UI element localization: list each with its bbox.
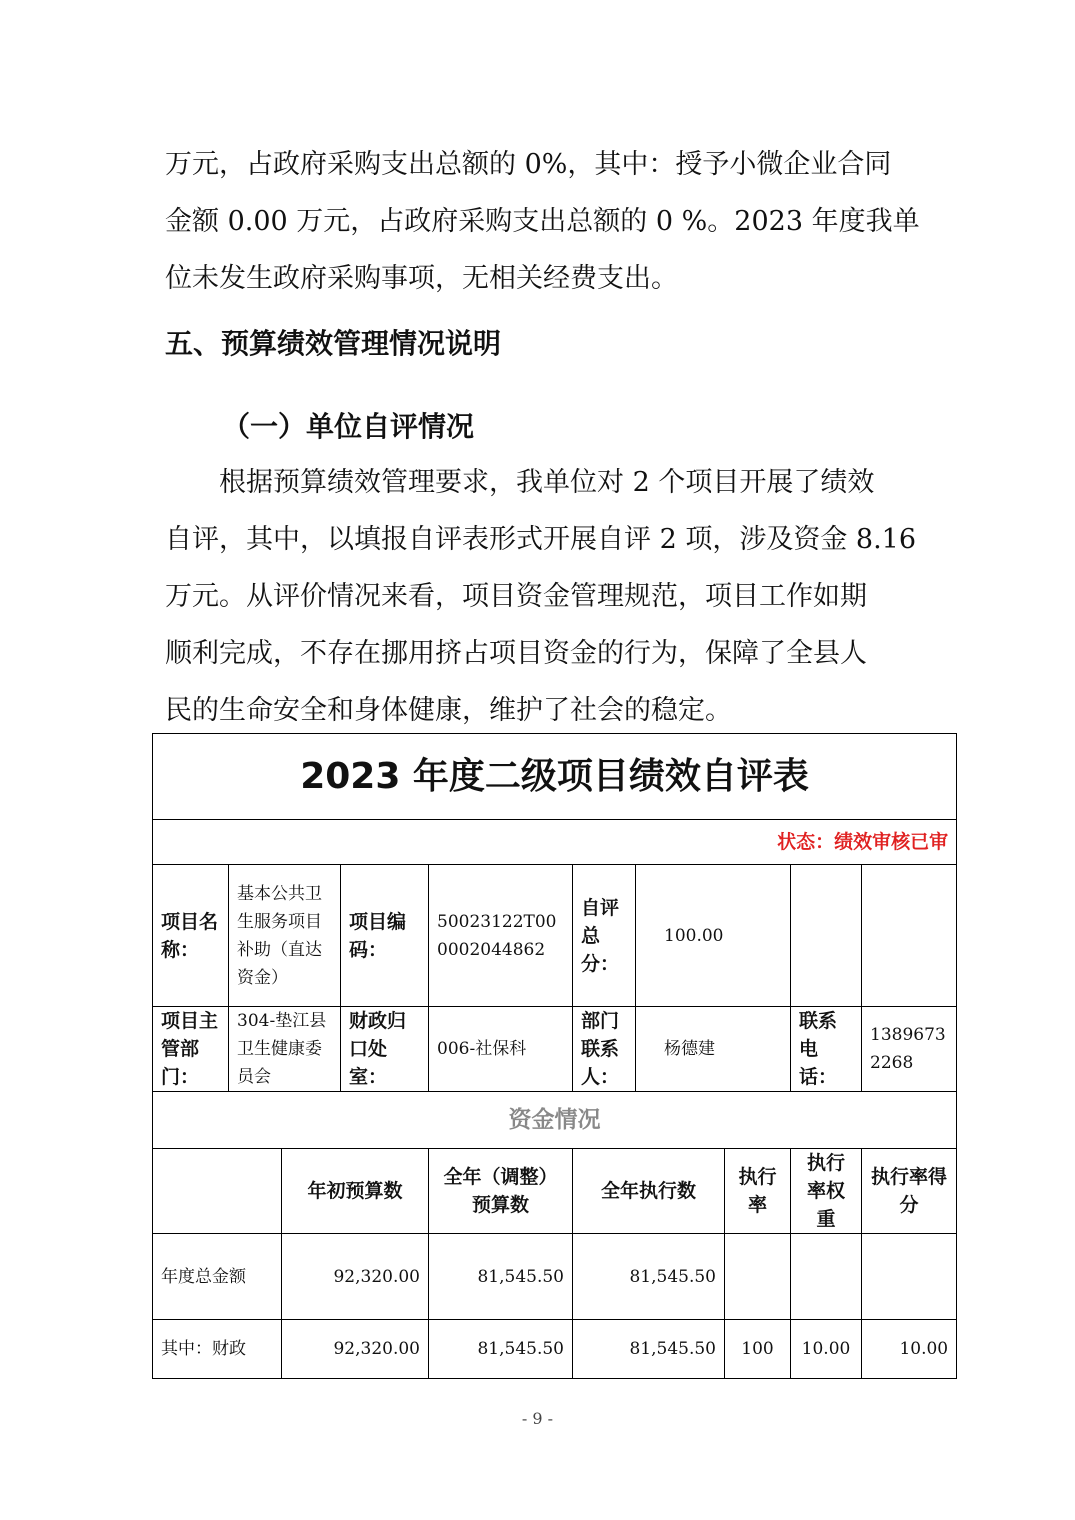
finance-office-value: 006-社保科 [429,1007,573,1092]
performance-evaluation-table [152,733,957,1379]
col-header-score: 执行率得分 [862,1149,957,1234]
paragraph-line: 顺利完成，不存在挪用挤占项目资金的行为，保障了全县人 [165,638,867,669]
paragraph-line: 民的生命安全和身体健康，维护了社会的稳定。 [165,695,732,726]
empty-cell [862,865,957,1007]
section-heading: 五、预算绩效管理情况说明 [165,327,502,360]
finance-office-label: 财政归口处室： [341,1007,429,1092]
paragraph-line: 位未发生政府采购事项，无相关经费支出。 [165,263,678,294]
cell-initial: 92,320.00 [282,1234,429,1320]
project-code-value: 50023122T000002044862 [429,865,573,1007]
paragraph-line: 万元。从评价情况来看，项目资金管理规范，项目工作如期 [165,581,867,612]
cell-adjusted: 81,545.50 [429,1234,573,1320]
cell-weight [791,1234,862,1320]
col-header-weight: 执行率权重 [791,1149,862,1234]
cell-score [862,1234,957,1320]
empty-cell [791,865,862,1007]
table-row [153,1234,957,1320]
project-name-value: 基本公共卫生服务项目补助（直达资金） [229,865,341,1007]
col-header-rate: 执行率 [725,1149,791,1234]
paragraph-line: 金额 0.00 万元，占政府采购支出总额的 0 %。2023 年度我单 [165,206,920,237]
paragraph-procurement [165,136,920,307]
paragraph-self-evaluation [165,454,915,739]
table-row [153,1320,957,1379]
cell-adjusted: 81,545.50 [429,1320,573,1379]
cell-rate [725,1234,791,1320]
table-title: 2023 年度二级项目绩效自评表 [153,734,957,820]
dept-label: 项目主管部门： [153,1007,229,1092]
cell-executed: 81,545.50 [573,1234,725,1320]
empty-cell [153,1149,282,1234]
paragraph-line: 自评，其中，以填报自评表形式开展自评 2 项，涉及资金 8.16 [165,524,917,555]
paragraph-line: 万元，占政府采购支出总额的 0%，其中：授予小微企业合同 [165,149,892,180]
col-header-executed: 全年执行数 [573,1149,725,1234]
self-score-label: 自评总分： [573,865,636,1007]
funds-section-heading: 资金情况 [153,1092,957,1149]
status-badge: 状态：绩效审核已审 [153,820,957,865]
col-header-adjusted: 全年（调整）预算数 [429,1149,573,1234]
phone-value: 13896732268 [862,1007,957,1092]
dept-value: 304-垫江县卫生健康委员会 [229,1007,341,1092]
cell-rate: 100 [725,1320,791,1379]
col-header-initial: 年初预算数 [282,1149,429,1234]
subsection-heading: （一）单位自评情况 [222,410,475,443]
project-name-label: 项目名称： [153,865,229,1007]
paragraph-line: 根据预算绩效管理要求，我单位对 2 个项目开展了绩效 [165,467,875,498]
page-number: - 9 - [521,1409,554,1428]
phone-label: 联系电话： [791,1007,862,1092]
project-code-label: 项目编码： [341,865,429,1007]
cell-initial: 92,320.00 [282,1320,429,1379]
self-score-value: 100.00 [636,865,791,1007]
row-label: 其中：财政 [153,1320,282,1379]
cell-executed: 81,545.50 [573,1320,725,1379]
cell-weight: 10.00 [791,1320,862,1379]
row-label: 年度总金额 [153,1234,282,1320]
contact-label: 部门联系人： [573,1007,636,1092]
cell-score: 10.00 [862,1320,957,1379]
contact-value: 杨德建 [636,1007,791,1092]
